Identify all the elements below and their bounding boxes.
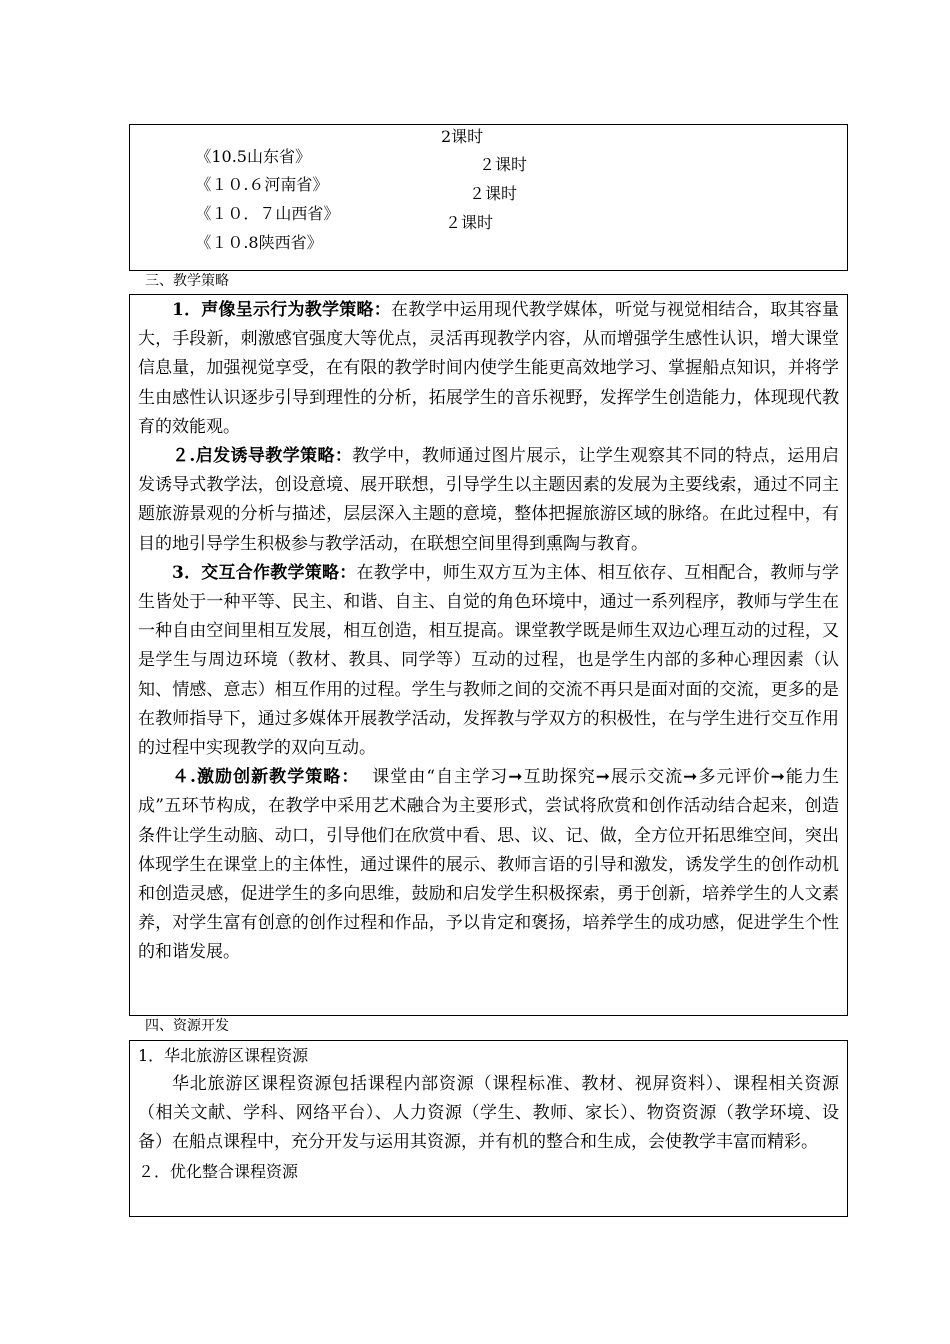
resource-item-heading: 1．华北旅游区课程资源: [138, 1046, 309, 1065]
resource-item-text: 华北旅游区课程资源包括课程内部资源（课程标准、教材、视屏资料）、课程相关资源（相关文献、学科、网络平台）、人力资源（学生、教师、家长）、物资资源（教学环境、设备）在船点课程中，充分开发与运用其资源，并有机的整合和生成，会使教学丰富而精彩。: [138, 1074, 839, 1152]
strategy-text: 在教学中，师生双方互为主体、相互依存、互相配合，教师与学生皆处于一种平等、民主、和谐、自主、自觉的角色环境中，通过一系列程序，教师与学生在一种自由空间里相互发展，相互创造，相互提高。课堂教学既是师生双边心理互动的过程，又是学生与周边环境（教材、教具、同学等）互动的过程，也是学生内部的多种心理因素（认知、情感、意志）相互作用的过程。学生与教师之间的交流不再只是面对面的交流，更多的是在教师指导下，通过多媒体开展教学活动，发挥教与学双方的积极性，在与学生进行交互作用的过程中实现教学的双向互动。: [138, 562, 839, 759]
schedule-hours: ２课时: [445, 213, 494, 232]
strategy-paragraph: [138, 296, 839, 442]
schedule-hours: ２课时: [479, 155, 528, 174]
strategy-paragraph: [138, 442, 839, 559]
schedule-title: 《１０．７山西省》: [195, 204, 340, 223]
strategy-text: 课堂由“自主学习➞互助探究➞展示交流➞多元评价➞能力生成”五环节构成，在教学中采用艺术融合为主要形式，尝试将欣赏和创作活动结合起来，创造条件让学生动脑、动口，引导他们在欣赏中看、思、议、记、做，全方位开拓思维空间，突出体现学生在课堂上的主体性，通过课件的展示、教师言语的引导和激发，诱发学生的创作动机和创造灵感，促进学生的多向思维，鼓励和启发学生积极探索，勇于创新，培养学生的人文素养，对学生富有创意的创作过程和作品，予以肯定和褒扬，培养学生的成功感，促进学生个性的和谐发展。: [138, 767, 839, 963]
resource-development-box: [129, 1040, 848, 1217]
strategy-label: 3．交互合作教学策略：: [172, 562, 357, 583]
strategy-text: 教学中，教师通过图片展示，让学生观察其不同的特点，运用启发诱导式教学法，创设意境、展开联想，引导学生以主题因素的发展为主要线索，通过不同主题旅游景观的分析与描述，层层深入主题的意境，整体把握旅游区域的脉络。在此过程中，有目的地引导学生积极参与教学活动，在联想空间里得到熏陶与教育。: [138, 446, 840, 554]
strategy-label: 1．声像呈示行为教学策略：: [172, 300, 391, 320]
schedule-title: 《10.5山东省》: [195, 147, 311, 166]
section-heading-strategy: 三、教学策略: [145, 273, 229, 289]
schedule-title: 《１０.６河南省》: [195, 175, 329, 194]
schedule-title: 《１０.8陕西省》: [195, 233, 323, 252]
strategy-paragraph: [138, 559, 839, 763]
strategy-text: 在教学中运用现代教学媒体，听觉与视觉相结合，取其容量大，手段新，刺激感官强度大等优点，灵活再现教学内容，从而增强学生感性认识，增大课堂信息量，加强视觉享受，在有限的教学时间内使学生能更高效地学习、掌握船点知识，并将学生由感性认识逐步引导到理性的分析，拓展学生的音乐视野，发挥学生创造能力，体现现代教育的效能观。: [138, 300, 840, 437]
teaching-strategy-box: [129, 294, 848, 1016]
schedule-hours: ２课时: [469, 184, 518, 203]
lesson-schedule-box: [129, 124, 848, 271]
resource-item-heading: ２．优化整合课程资源: [138, 1162, 299, 1181]
strategy-paragraph: [138, 763, 839, 967]
section-heading-resource: 四、资源开发: [145, 1018, 229, 1034]
strategy-label: ２.启发诱导教学策略：: [172, 446, 353, 467]
schedule-hours: 2课时: [441, 127, 484, 146]
strategy-label: ４.激励创新教学策略：: [172, 767, 360, 788]
